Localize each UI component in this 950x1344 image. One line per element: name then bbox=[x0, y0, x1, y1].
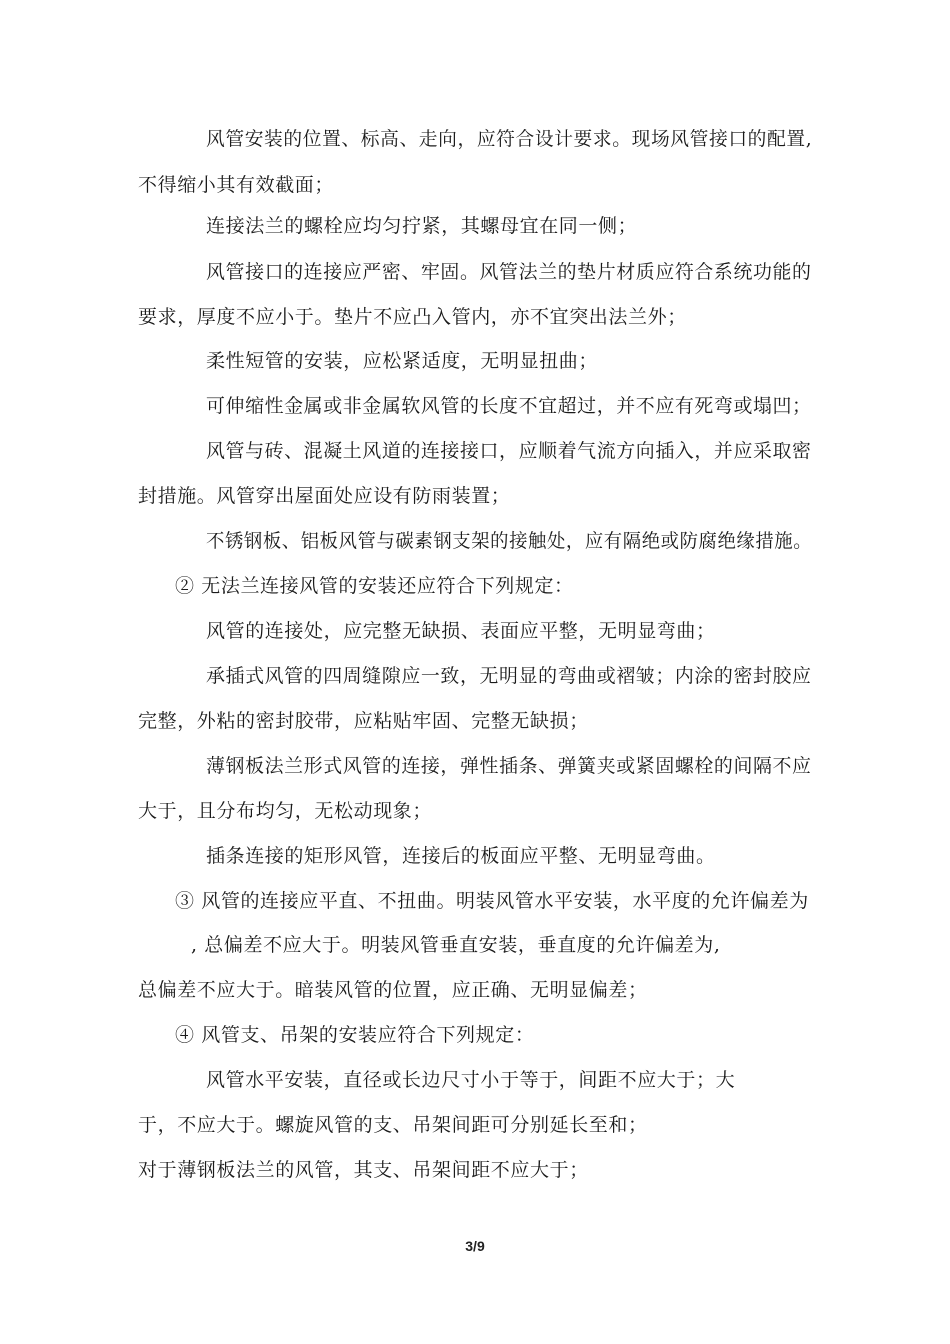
text-line: 风管的连接处，应完整无缺损、表面应平整，无明显弯曲； bbox=[206, 620, 716, 642]
page-number: 3/9 bbox=[465, 1238, 485, 1254]
text-line: 风管水平安装，直径或长边尺寸小于等于，间距不应大于；大 bbox=[206, 1069, 736, 1091]
text-line: ④ 风管支、吊架的安装应符合下列规定： bbox=[175, 1024, 535, 1046]
text-line: 风管接口的连接应严密、牢固。风管法兰的垫片材质应符合系统功能的 bbox=[206, 261, 812, 283]
text-line: 薄钢板法兰形式风管的连接，弹性插条、弹簧夹或紧固螺栓的间隔不应 bbox=[206, 755, 812, 777]
text-line: ② 无法兰连接风管的安装还应符合下列规定： bbox=[175, 575, 574, 597]
text-line: 要求，厚度不应小于。垫片不应凸入管内，亦不宜突出法兰外； bbox=[138, 306, 687, 328]
text-line: 不得缩小其有效截面； bbox=[138, 174, 335, 196]
text-line: 于，不应大于。螺旋风管的支、吊架间距可分别延长至和； bbox=[138, 1114, 648, 1136]
text-line: 可伸缩性金属或非金属软风管的长度不宜超过，并不应有死弯或塌凹； bbox=[206, 395, 812, 417]
text-line: 风管与砖、混凝土风道的连接接口，应顺着气流方向插入，并应采取密 bbox=[206, 440, 812, 462]
text-line: 大于，且分布均匀，无松动现象； bbox=[138, 800, 433, 822]
text-line: 封措施。风管穿出屋面处应设有防雨装置； bbox=[138, 485, 511, 507]
text-line: 完整，外粘的密封胶带，应粘贴牢固、完整无缺损； bbox=[138, 710, 589, 732]
text-line: 风管安装的位置、标高、走向，应符合设计要求。现场风管接口的配置, bbox=[206, 128, 813, 150]
text-line: 不锈钢板、铝板风管与碳素钢支架的接触处，应有隔绝或防腐绝缘措施。 bbox=[206, 530, 813, 552]
text-line: 连接法兰的螺栓应均匀拧紧，其螺母宜在同一侧； bbox=[206, 215, 638, 237]
text-line: 插条连接的矩形风管，连接后的板面应平整、无明显弯曲。 bbox=[206, 845, 716, 867]
text-line: ③ 风管的连接应平直、不扭曲。明装风管水平安装，水平度的允许偏差为 bbox=[175, 890, 809, 912]
text-line: 柔性短管的安装，应松紧适度，无明显扭曲； bbox=[206, 350, 599, 372]
text-line: 承插式风管的四周缝隙应一致，无明显的弯曲或褶皱；内涂的密封胶应 bbox=[206, 665, 812, 687]
text-line: 对于薄钢板法兰的风管，其支、吊架间距不应大于； bbox=[138, 1159, 589, 1181]
text-line: 总偏差不应大于。暗装风管的位置，应正确、无明显偏差； bbox=[138, 979, 648, 1001]
text-line: , 总偏差不应大于。明装风管垂直安装，垂直度的允许偏差为, bbox=[191, 934, 721, 956]
